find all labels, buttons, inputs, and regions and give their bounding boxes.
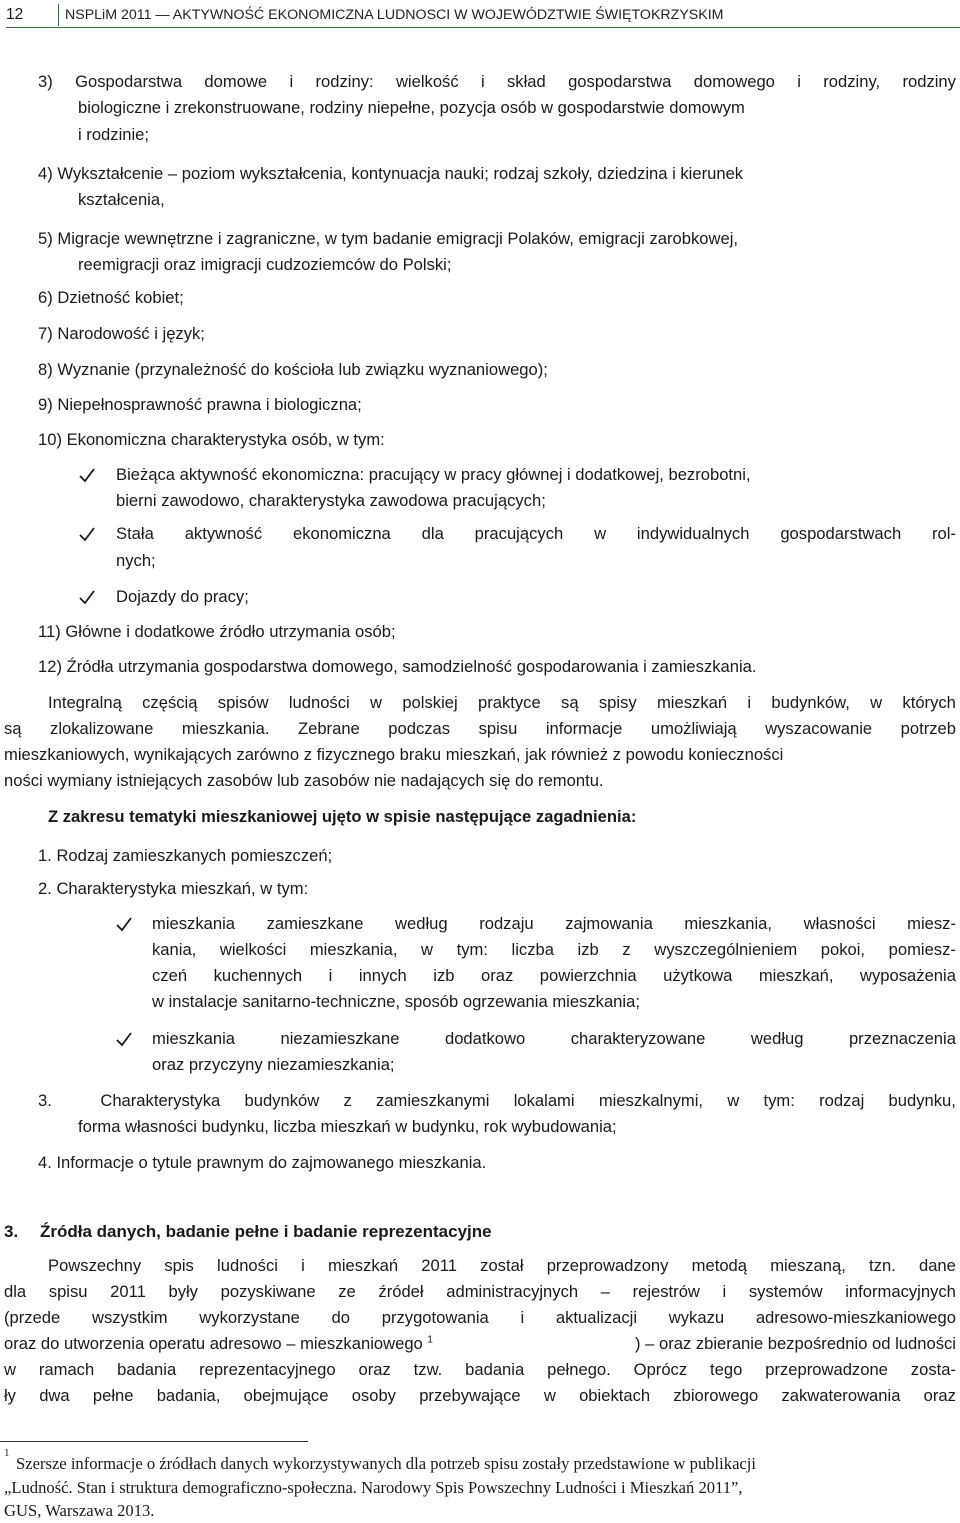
paragraph-text <box>48 1255 956 1277</box>
check-item <box>116 523 956 545</box>
list-item-text <box>38 71 956 93</box>
word: 2011 <box>421 1256 457 1275</box>
word: spis <box>164 1256 194 1275</box>
word: dodatkowo <box>444 1029 526 1048</box>
word: kania, <box>152 940 197 959</box>
word: i <box>328 966 333 985</box>
word: badania <box>465 1360 525 1379</box>
paragraph-text <box>4 718 956 740</box>
paragraph-line: ności wymiany istniejących zasobów lub zasobów nie nadających się do remontu. <box>4 771 604 790</box>
word: skład <box>507 72 546 91</box>
word: aktualizacji <box>555 1308 638 1327</box>
paragraph-text-part: oraz do utworzenia operatu adresowo – mieszkaniowego <box>4 1334 423 1353</box>
word: zosta- <box>910 1360 956 1379</box>
word: Charakterystyka <box>100 1091 221 1110</box>
word: podczas <box>388 719 451 738</box>
footnote-line: Szersze informacje o źródłach danych wykorzystywanych dla potrzeb spisu zostały przedstawione w publikacji <box>16 1454 757 1473</box>
word: dane <box>918 1256 956 1275</box>
word: tym: <box>763 1091 795 1110</box>
word: i <box>289 72 294 91</box>
word: mieszkań <box>656 693 728 712</box>
list-item: 8) Wyznanie (przynależność do kościoła lub związku wyznaniowego); <box>38 360 548 379</box>
check-item-text <box>116 523 956 545</box>
word: tym: <box>456 940 488 959</box>
word: rodziny, <box>823 72 881 91</box>
word: rejestrów <box>632 1282 700 1301</box>
word: w <box>594 524 607 543</box>
word: ły <box>4 1386 16 1405</box>
word: pełnego. <box>547 1360 611 1379</box>
paragraph-line <box>4 744 956 772</box>
word: są <box>561 693 579 712</box>
word: aktywność <box>184 524 263 543</box>
word: mieszaną, <box>770 1256 846 1275</box>
paragraph-text-part: ) – oraz zbieranie bezpośrednio od ludności <box>634 1334 956 1353</box>
paragraph-line <box>4 1333 956 1355</box>
checkmark-icon <box>78 466 96 484</box>
word: Integralną <box>48 693 122 712</box>
word: dwa <box>39 1386 70 1405</box>
section-title: Źródła danych, badanie pełne i badanie reprezentacyjne <box>40 1222 492 1241</box>
list-item: 5) Migracje wewnętrzne i zagraniczne, w tym badanie emigracji Polaków, emigracji zarobkowej, <box>38 229 738 248</box>
word: zamieszkane <box>266 914 364 933</box>
word: użytkowa <box>663 966 733 985</box>
word: adresowo-mieszkaniowego <box>755 1308 956 1327</box>
word: oraz <box>923 1386 956 1405</box>
word: powierzchnia <box>539 966 637 985</box>
checkmark-icon <box>115 1030 133 1048</box>
word: w <box>543 1386 556 1405</box>
list-item <box>38 1090 956 1112</box>
word: rodziny <box>902 72 956 91</box>
word: w <box>727 1091 740 1110</box>
word: dla <box>4 1282 27 1301</box>
word: wyszacowanie <box>765 719 873 738</box>
word: izb <box>577 940 599 959</box>
word: pomiesz- <box>888 940 956 959</box>
list-item: 12) Źródła utrzymania gospodarstwa domowego, samodzielność gospodarowania i zamieszkania. <box>38 657 757 676</box>
word: spisu <box>48 1282 88 1301</box>
word: w <box>421 940 434 959</box>
word: administracyjnych <box>446 1282 579 1301</box>
word: czeń <box>152 966 188 985</box>
word: w <box>4 1360 16 1379</box>
word: były <box>168 1282 198 1301</box>
word: charakteryzowane <box>570 1029 706 1048</box>
word: i <box>747 693 752 712</box>
paragraph-line <box>4 718 956 740</box>
word: domowego <box>693 72 775 91</box>
word: Stała <box>116 524 154 543</box>
word: z <box>343 1091 352 1110</box>
paragraph-text <box>4 1359 956 1381</box>
word: ramach <box>38 1360 95 1379</box>
word: badania, <box>156 1386 221 1405</box>
word: z <box>622 940 631 959</box>
word: wyszczególnieniem <box>654 940 798 959</box>
word: mieszkania. <box>181 719 270 738</box>
word: rodzaju <box>479 914 534 933</box>
word: pełne <box>92 1386 134 1405</box>
word: miesz- <box>907 914 956 933</box>
word: mieszkania <box>152 1029 236 1048</box>
word: Gospodarstwa <box>75 72 183 91</box>
word: informacyjnych <box>845 1282 956 1301</box>
word: rodziny: <box>315 72 374 91</box>
word: obiektach <box>579 1386 651 1405</box>
paragraph-line <box>4 1385 956 1407</box>
check-item-text <box>152 939 956 961</box>
word: ze <box>338 1282 356 1301</box>
word: w <box>870 693 883 712</box>
list-item-text <box>38 1090 956 1112</box>
footnote-ref[interactable]: 1 <box>427 1334 433 1346</box>
word: przeznaczenia <box>848 1029 956 1048</box>
list-item: 10) Ekonomiczna charakterystyka osób, w tym: <box>38 430 385 449</box>
word: praktyce <box>477 693 541 712</box>
word: budynków <box>244 1091 320 1110</box>
checkmark-icon <box>78 588 96 606</box>
paragraph-line <box>4 1359 956 1381</box>
list-item-cont: kształcenia, <box>78 190 165 209</box>
paragraph-text <box>4 1307 956 1329</box>
word: i <box>797 72 801 91</box>
check-item-cont: w instalacje sanitarno-techniczne, sposób ogrzewania mieszkania; <box>152 992 640 1011</box>
check-item: Dojazdy do pracy; <box>116 587 249 606</box>
word: mieszkalnymi, <box>598 1091 704 1110</box>
list-item: 1. Rodzaj zamieszkanych pomieszczeń; <box>38 846 333 865</box>
word: wyposażenia <box>860 966 956 985</box>
word: mieszkania, <box>309 940 398 959</box>
paragraph-text: mieszkaniowych, wynikających zarówno z fizycznego braku mieszkań, jak również z powodu konieczności <box>4 745 784 764</box>
footnote-line: GUS, Warszawa 2013. <box>4 1501 155 1520</box>
list-item: 2. Charakterystyka mieszkań, w tym: <box>38 879 309 898</box>
paragraph-line <box>4 1307 956 1329</box>
word: indywidualnych <box>636 524 750 543</box>
word: przebywające <box>419 1386 521 1405</box>
word: 3) <box>38 72 53 91</box>
word: oraz <box>358 1360 391 1379</box>
paragraph-line <box>48 1255 956 1277</box>
word: wykorzystane <box>199 1308 300 1327</box>
word: mieszkań, <box>758 966 834 985</box>
word: wykazu <box>668 1308 725 1327</box>
word: – <box>600 1282 610 1301</box>
paragraph-text <box>48 692 956 714</box>
word: i <box>722 1282 727 1301</box>
list-item: 6) Dzietność kobiet; <box>38 288 184 307</box>
word: rol- <box>932 524 956 543</box>
word: został <box>480 1256 524 1275</box>
word: i <box>520 1308 525 1327</box>
word: osoby <box>351 1386 396 1405</box>
word: budynków, <box>771 693 850 712</box>
running-title: NSPLiM 2011 — AKTYWNOŚĆ EKONOMICZNA LUDNOSCI W WOJEWÓDZTWIE ŚWIĘTOKRZYSKIM <box>58 4 960 26</box>
word: zbiorowego <box>673 1386 759 1405</box>
word: do <box>331 1308 351 1327</box>
word: których <box>902 693 956 712</box>
word: własności <box>803 914 876 933</box>
word: spisy <box>598 693 637 712</box>
word: mieszkań <box>328 1256 399 1275</box>
word: umożliwiają <box>650 719 737 738</box>
word: mieszkania <box>152 914 236 933</box>
word: tzw. <box>413 1360 443 1379</box>
list-item: 7) Narodowość i język; <box>38 324 205 343</box>
paragraph-line <box>4 1281 956 1303</box>
check-item-cont: oraz przyczyny niezamieszkania; <box>152 1055 395 1074</box>
check-item-cont: nych; <box>116 551 156 570</box>
word: pozyskiwane <box>220 1282 316 1301</box>
page-header <box>0 0 960 26</box>
section-number: 3. <box>4 1222 19 1241</box>
word: 2011 <box>110 1282 146 1301</box>
word: Oprócz <box>633 1360 688 1379</box>
word: dla <box>421 524 444 543</box>
paragraph-line <box>48 692 956 714</box>
word: ludności <box>217 1256 278 1275</box>
check-item-text <box>152 1028 956 1050</box>
checkmark-icon <box>115 915 133 933</box>
paragraph-text <box>4 1385 956 1407</box>
list-item-cont: reemigracji oraz imigracji cudzoziemców do Polski; <box>78 255 452 274</box>
word: innych <box>358 966 407 985</box>
word: oraz <box>481 966 514 985</box>
word: przeprowadzone <box>765 1360 888 1379</box>
word: izb <box>433 966 455 985</box>
word: (przede <box>4 1308 61 1327</box>
word: liczba <box>511 940 554 959</box>
word: lokalami <box>513 1091 575 1110</box>
check-item-text <box>152 965 956 987</box>
word: mieszkania, <box>684 914 773 933</box>
list-item-cont: biologiczne i zrekonstruowane, rodziny niepełne, pozycja osób w gospodarstwie domowym <box>78 98 745 117</box>
list-item <box>38 71 956 93</box>
word: gospodarstwa <box>568 72 672 91</box>
header-rule <box>6 27 960 28</box>
word: są <box>4 719 22 738</box>
paragraph-text <box>4 1333 433 1355</box>
check-item-cont <box>152 939 956 961</box>
word: reprezentacyjnego <box>199 1360 336 1379</box>
word: i <box>480 72 485 91</box>
word: przygotowania <box>381 1308 489 1327</box>
word: według <box>750 1029 804 1048</box>
word: pokoi, <box>820 940 866 959</box>
word: kuchennych <box>213 966 303 985</box>
word: rodzaj <box>819 1091 865 1110</box>
word: w <box>370 693 383 712</box>
check-item-cont: bierni zawodowo, charakterystyka zawodowa pracujących; <box>116 491 546 510</box>
word: pracujących <box>474 524 564 543</box>
word: i <box>301 1256 305 1275</box>
word: wielkość <box>395 72 459 91</box>
word: zlokalizowane <box>50 719 154 738</box>
word: zajmowania <box>565 914 653 933</box>
word: przeprowadzony <box>546 1256 669 1275</box>
word: 3. <box>38 1091 52 1110</box>
page-number: 12 <box>6 6 24 23</box>
word: metodą <box>691 1256 748 1275</box>
word: według <box>395 914 448 933</box>
check-item <box>152 913 956 935</box>
word: wielkości <box>219 940 287 959</box>
word: gospodarstwach <box>780 524 902 543</box>
list-item-cont: forma własności budynku, liczba mieszkań w budynku, rok wybudowania; <box>78 1117 617 1136</box>
check-item-cont <box>152 965 956 987</box>
list-item: 9) Niepełnosprawność prawna i biologiczna; <box>38 395 362 414</box>
list-item: 4. Informacje o tytule prawnym do zajmowanego mieszkania. <box>38 1153 487 1172</box>
list-item-cont: i rodzinie; <box>78 125 150 144</box>
word: niezamieszkane <box>280 1029 400 1048</box>
check-item <box>152 1028 956 1050</box>
word: domowe <box>204 72 268 91</box>
word: Powszechny <box>48 1256 142 1275</box>
footnote-mark: 1 <box>4 1447 10 1459</box>
word: ekonomiczna <box>293 524 391 543</box>
housing-heading: Z zakresu tematyki mieszkaniowej ujęto w spisie następujące zagadnienia: <box>48 807 637 826</box>
list-item: 11) Główne i dodatkowe źródło utrzymania osób; <box>38 622 396 641</box>
check-item: Bieżąca aktywność ekonomiczna: pracujący w pracy głównej i dodatkowej, bezrobotni, <box>116 465 751 484</box>
list-item: 4) Wykształcenie – poziom wykształcenia, kontynuacja nauki; rodzaj szkoły, dziedzina i kierunek <box>38 164 744 183</box>
word: tzn. <box>869 1256 896 1275</box>
word: ludności <box>288 693 350 712</box>
word: budynku, <box>888 1091 956 1110</box>
word: polskiej <box>402 693 458 712</box>
word: systemów <box>748 1282 823 1301</box>
word: informacje <box>545 719 623 738</box>
word: zakwaterowania <box>781 1386 901 1405</box>
footnote-line: „Ludność. Stan i struktura demograficzno-społeczna. Narodowy Spis Powszechny Ludności i Mieszkań 2011”, <box>4 1478 743 1497</box>
word: obejmujące <box>243 1386 329 1405</box>
word: potrzeb <box>900 719 956 738</box>
word: wszystkim <box>91 1308 168 1327</box>
word: źródeł <box>378 1282 424 1301</box>
check-item-text <box>152 913 956 935</box>
word: spisu <box>478 719 518 738</box>
word: tego <box>710 1360 743 1379</box>
paragraph-text <box>4 1281 956 1303</box>
word: częścią <box>142 693 198 712</box>
word: spisów <box>217 693 269 712</box>
footnote-separator <box>0 1441 308 1442</box>
word: Zebrane <box>297 719 360 738</box>
word: badania <box>117 1360 177 1379</box>
checkmark-icon <box>78 525 96 543</box>
word: zamieszkanymi <box>376 1091 490 1110</box>
